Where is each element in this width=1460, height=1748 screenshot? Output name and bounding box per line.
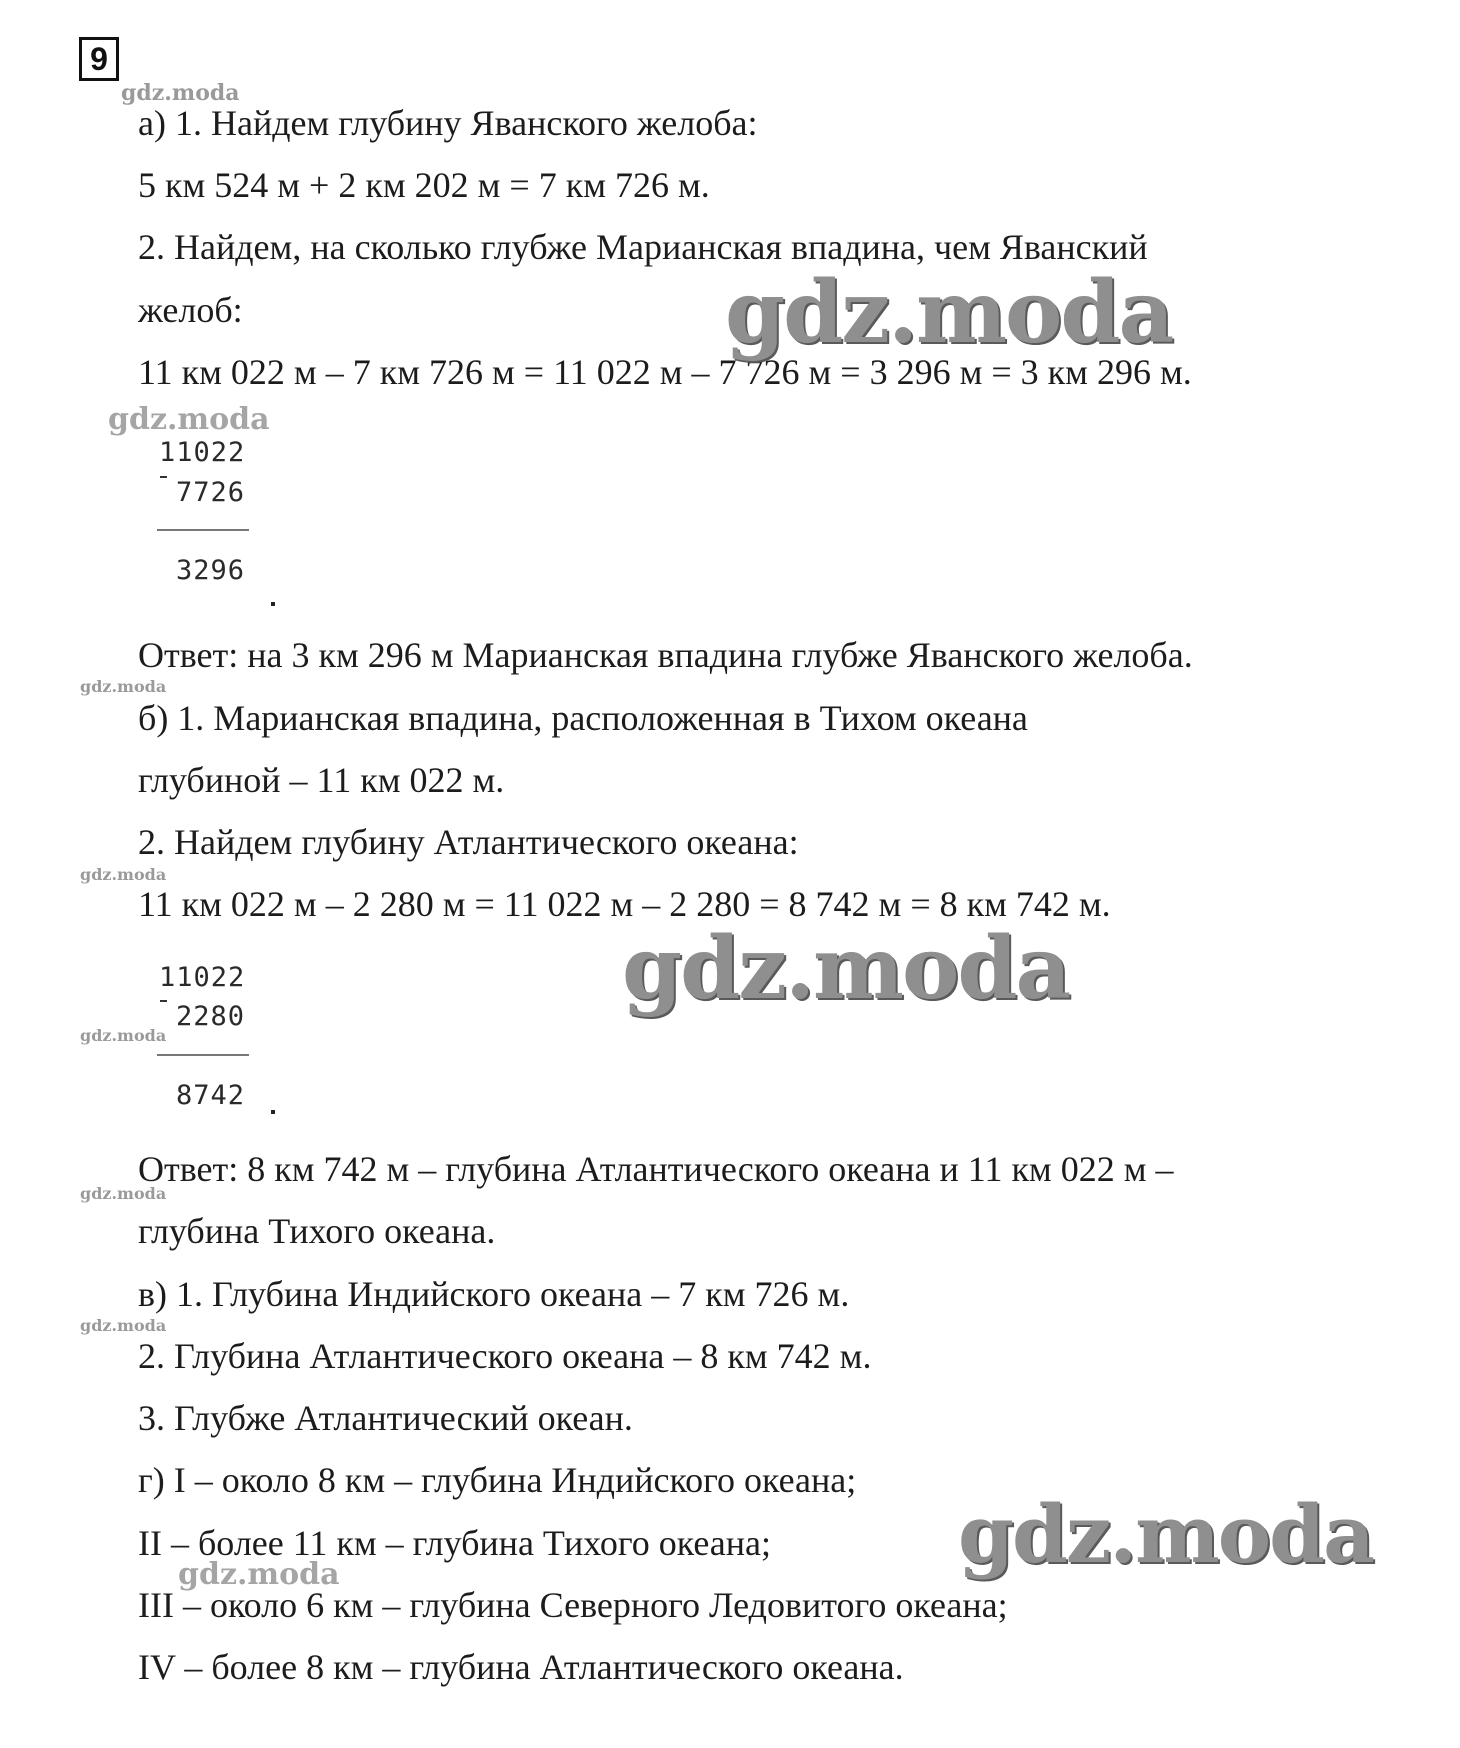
watermark-small: gdz.moda xyxy=(80,1184,167,1203)
watermark-small: gdz.moda xyxy=(80,1316,167,1335)
calc1-dot xyxy=(271,602,275,606)
watermark-small: gdz.moda xyxy=(80,677,167,696)
calc2-minuend: 11022 xyxy=(159,962,246,993)
watermark-large: gdz.moda xyxy=(958,1487,1373,1581)
line-d-item2: II – более 11 км – глубина Тихого океана; xyxy=(138,1523,772,1563)
calc1-subtrahend: 7726 xyxy=(176,477,246,508)
calc1-bar xyxy=(157,529,249,531)
watermark-small: gdz.moda xyxy=(108,402,270,437)
line-d-item3: III – около 6 км – глубина Северного Ледовитого океана; xyxy=(138,1585,1008,1625)
calc2-dot xyxy=(271,1110,275,1114)
line-d-item4: IV – более 8 км – глубина Атлантического океана. xyxy=(138,1647,904,1687)
task-number-box: 9 xyxy=(79,37,119,81)
line-a-step2-cont: желоб: xyxy=(138,290,243,330)
line-c-step2: 2. Глубина Атлантического океана – 8 км 742 м. xyxy=(138,1336,872,1376)
watermark-large: gdz.moda xyxy=(622,918,1070,1019)
watermark-small: gdz.moda xyxy=(121,80,240,106)
calc2-result: 8742 xyxy=(176,1080,246,1111)
line-a-answer: Ответ: на 3 км 296 м Марианская впадина глубже Яванского желоба. xyxy=(138,635,1193,675)
line-a-calc2: 11 км 022 м – 7 км 726 м = 11 022 м – 7 726 м = 3 296 м = 3 км 296 м. xyxy=(138,352,1192,392)
line-b-step1: б) 1. Марианская впадина, расположенная в Тихом океана xyxy=(138,698,1028,738)
line-b-answer: Ответ: 8 км 742 м – глубина Атлантического океана и 11 км 022 м – xyxy=(138,1149,1174,1189)
calc2-subtrahend: 2280 xyxy=(176,1001,246,1032)
line-b-answer-cont: глубина Тихого океана. xyxy=(138,1211,496,1251)
calc2-minus-sign xyxy=(160,1000,167,1002)
calc1-minuend: 11022 xyxy=(159,437,246,468)
line-a-calc1: 5 км 524 м + 2 км 202 м = 7 км 726 м. xyxy=(138,165,710,205)
line-a-step2: 2. Найдем, на сколько глубже Марианская впадина, чем Яванский xyxy=(138,227,1148,267)
line-b-step2: 2. Найдем глубину Атлантического океана: xyxy=(138,822,799,862)
watermark-small: gdz.moda xyxy=(178,1557,340,1592)
line-c-step3: 3. Глубже Атлантический океан. xyxy=(138,1398,633,1438)
watermark-small: gdz.moda xyxy=(80,865,167,884)
line-b-step1-cont: глубиной – 11 км 022 м. xyxy=(138,760,505,800)
line-a-step1: а) 1. Найдем глубину Яванского желоба: xyxy=(138,103,758,143)
calc1-result: 3296 xyxy=(176,555,246,586)
line-b-calc: 11 км 022 м – 2 280 м = 11 022 м – 2 280 = 8 742 м = 8 км 742 м. xyxy=(138,884,1111,924)
watermark-small: gdz.moda xyxy=(80,1026,167,1045)
calc2-bar xyxy=(157,1054,249,1056)
line-c-step1: в) 1. Глубина Индийского океана – 7 км 726 м. xyxy=(138,1274,850,1314)
watermark-large: gdz.moda xyxy=(725,262,1173,363)
calc1-minus-sign xyxy=(160,476,167,478)
line-d-item1: г) I – около 8 км – глубина Индийского океана; xyxy=(138,1460,857,1500)
